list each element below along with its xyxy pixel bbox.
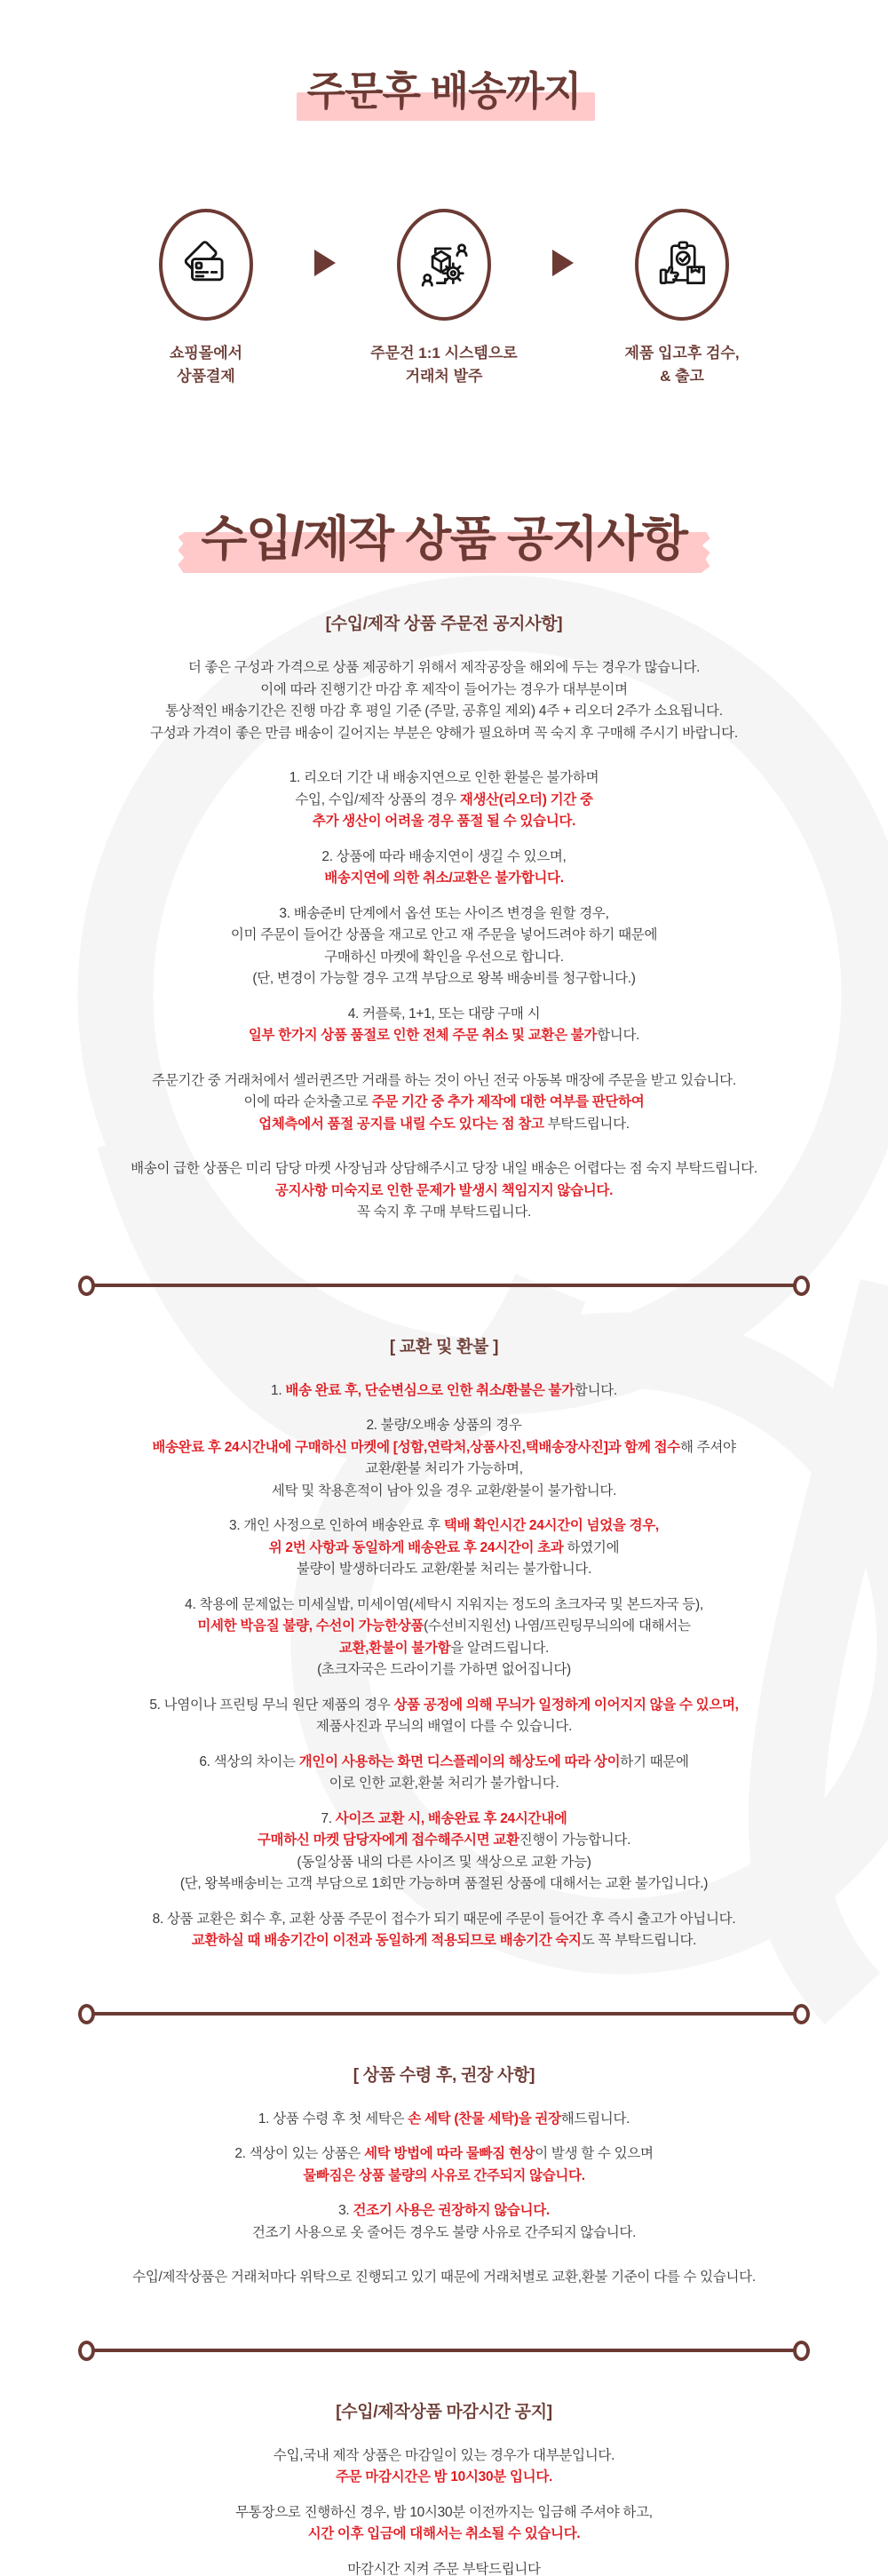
notice-section	[0, 2062, 888, 2289]
text-line	[0, 2109, 888, 2131]
text-block	[0, 657, 888, 744]
body-text: 수입/제작상품은 거래처마다 위탁으로 진행되고 있기 때문에 거래처별로 교환,환불 기준이 다를 수 있습니다.	[132, 2270, 756, 2285]
text-line	[0, 657, 888, 680]
notice-section	[0, 1333, 888, 1952]
body-text: 7.	[321, 1810, 336, 1826]
text-line	[0, 1092, 888, 1114]
text-line	[0, 1852, 888, 1874]
text-line	[0, 1752, 888, 1774]
warning-text: 주문 마감시간은 밤 10시30분 입니다.	[335, 2469, 553, 2485]
body-text: (수선비지원선) 나염/프린팅무늬의에 대해서는	[424, 1618, 691, 1634]
page-title	[307, 59, 582, 116]
section-divider	[78, 1276, 810, 1296]
text-block	[0, 1909, 888, 1952]
text-line	[0, 1659, 888, 1682]
text-line	[0, 1559, 888, 1581]
body-text: (단, 변경이 가능할 경우 고객 부담으로 왕복 배송비를 청구합니다.)	[252, 971, 636, 986]
step-label-line: 거래처 발주	[405, 367, 483, 385]
text-block	[0, 1594, 888, 1682]
body-text: 5. 나염이나 프린팅 무늬 원단 제품의 경우	[149, 1697, 394, 1713]
body-text: 진행이 가능합니다.	[519, 1833, 631, 1848]
body-text: 1. 리오더 기간 내 배송지연으로 인한 환불은 불가하며	[289, 770, 599, 785]
text-block	[0, 1070, 888, 1136]
text-block	[0, 767, 888, 833]
text-line	[0, 1004, 888, 1026]
step-order-system	[345, 209, 543, 387]
step-label-line: 주문건 1:1 시스템으로	[370, 345, 518, 362]
text-block	[0, 2559, 888, 2576]
text-line	[0, 1695, 888, 1717]
section-divider	[78, 2341, 810, 2361]
step-label	[624, 342, 739, 387]
text-block	[0, 1380, 888, 1403]
warning-text: 배송완료 후 24시간내에 구매하신 마켓에 [성함,연락처,상품사진,택배송장사진]과 함께 접수	[152, 1439, 680, 1455]
body-text: 구성과 가격이 좋은 만큼 배송이 길어지는 부분은 양해가 필요하며 꼭 숙지 후 구매해 주시기 바랍니다.	[150, 725, 738, 741]
text-line	[0, 701, 888, 723]
step-label-line: 상품결제	[177, 367, 235, 385]
text-block	[0, 847, 888, 890]
body-text: 하였기에	[563, 1539, 620, 1555]
body-text: 1. 상품 수령 후 첫 세탁은	[258, 2111, 408, 2127]
warning-text: 위 2번 사항과 동일하게 배송완료 후 24시간이 초과	[268, 1539, 564, 1555]
text-line	[0, 1616, 888, 1638]
body-text: 해드립니다.	[560, 2111, 630, 2127]
incoming-inspection-icon	[654, 237, 710, 292]
body-text: 합니다.	[574, 1382, 617, 1398]
notice-sections	[0, 610, 888, 2576]
text-block	[0, 2445, 888, 2489]
warning-text: 사이즈 교환 시, 배송완료 후 24시간내에	[335, 1810, 567, 1826]
text-block	[0, 2502, 888, 2546]
text-line	[0, 947, 888, 969]
text-line	[0, 2200, 888, 2222]
body-text: 제품사진과 무늬의 배열이 다를 수 있습니다.	[315, 1719, 573, 1734]
body-text: 3. 배송준비 단계에서 옵션 또는 사이즈 변경을 원할 경우,	[279, 905, 609, 921]
step-label-line: 제품 입고후 검수,	[624, 345, 740, 362]
divider-end-dot	[793, 2004, 810, 2024]
text-line	[0, 1025, 888, 1047]
text-line	[0, 868, 888, 890]
warning-text: 시간 이후 입금에 대해서는 취소될 수 있습니다.	[307, 2526, 581, 2541]
text-line	[0, 1158, 888, 1181]
text-line	[0, 1114, 888, 1136]
notice-title	[201, 501, 686, 569]
body-text: 통상적인 배송기간은 진행 마감 후 평일 기준 (주말, 공휴일 제외) 4주 + 리오더 2주가 소요됩니다.	[165, 704, 723, 719]
text-line	[0, 2222, 888, 2245]
section-header: [수입/제작 상품 주문전 공지사항]	[325, 615, 563, 633]
body-text: (동일상품 내의 다른 사이즈 및 색상으로 교환 가능)	[297, 1854, 591, 1870]
warning-text: 추가 생산이 어려울 경우 품절 될 수 있습니다.	[312, 814, 576, 829]
warning-text: 공지사항 미숙지로 인한 문제가 발생시 책임지지 않습니다.	[274, 1182, 614, 1198]
divider-line	[94, 1284, 794, 1287]
text-line	[0, 1538, 888, 1560]
text-line	[0, 1437, 888, 1459]
body-text: 6. 색상의 차이는	[199, 1753, 299, 1769]
body-text: 3.	[338, 2203, 353, 2218]
body-text: 이미 주문이 들어간 상품을 재고로 안고 재 주문을 넣어드려야 하기 때문에	[230, 927, 658, 942]
warning-text: 교환하실 때 배송기간이 이전과 동일하게 적용되므로 배송기간 숙지	[191, 1933, 582, 1948]
warning-text: 택배 확인시간 24시간이 넘었을 경우,	[443, 1518, 659, 1533]
credit-card-icon	[178, 237, 234, 292]
warning-text: 배송지연에 의한 취소/교환은 불가합니다.	[324, 871, 564, 886]
text-line	[0, 2143, 888, 2166]
body-text: 2. 색상이 있는 상품은	[234, 2146, 365, 2161]
body-text: 이 발생 할 수 있으며	[535, 2146, 654, 2161]
body-text: 세탁 및 착용흔적이 남아 있을 경우 교환/환불이 불가합니다.	[271, 1483, 617, 1499]
text-line	[0, 1070, 888, 1093]
text-line	[0, 2559, 888, 2576]
warning-text: 상품 공정에 의해 무늬가 일정하게 이어지지 않을 수 있으며,	[393, 1697, 739, 1713]
divider-end-dot	[793, 1276, 810, 1296]
divider-end-dot	[78, 1276, 95, 1296]
divider-line	[94, 2012, 794, 2015]
text-line	[0, 1380, 888, 1403]
body-text: 이로 인한 교환,환불 처리가 불가합니다.	[329, 1776, 559, 1791]
step-label-line: & 출고	[660, 367, 704, 385]
body-text: 4. 커플룩, 1+1, 또는 대량 구매 시	[347, 1006, 541, 1022]
body-text: 꼭 숙지 후 구매 부탁드립니다.	[356, 1205, 532, 1220]
page-title-text: 주문후 배송까지	[306, 68, 582, 114]
text-block	[0, 903, 888, 990]
body-text: (초크자국은 드라이기를 가하면 없어집니다)	[317, 1662, 571, 1677]
body-text: 부탁드립니다.	[543, 1116, 630, 1132]
body-text: 구매하신 마켓에 확인을 우선으로 합니다.	[324, 949, 564, 965]
divider-end-dot	[78, 2004, 95, 2024]
body-text: 2. 불량/오배송 상품의 경우	[366, 1418, 522, 1433]
text-line	[0, 790, 888, 812]
text-block	[0, 2267, 888, 2289]
notice-title-text: 수입/제작 상품 공지사항	[201, 513, 687, 566]
text-line	[0, 1873, 888, 1896]
warning-text: 건조기 사용은 권장하지 않습니다.	[353, 2203, 550, 2218]
body-text: 도 꼭 부탁드립니다.	[581, 1933, 697, 1948]
text-block	[0, 1752, 888, 1795]
text-line	[0, 2524, 888, 2546]
section-header: [수입/제작상품 마감시간 공지]	[336, 2402, 552, 2421]
text-line	[0, 1930, 888, 1952]
text-line	[0, 1773, 888, 1795]
warning-text: 손 세탁 (찬물 세탁)을 권장	[408, 2111, 561, 2127]
text-block	[0, 1809, 888, 1896]
body-text: 1.	[271, 1382, 286, 1398]
text-block	[0, 2143, 888, 2187]
step-label-line: 쇼핑몰에서	[169, 345, 243, 362]
delivery-steps	[0, 209, 888, 387]
step-icon-circle	[397, 209, 491, 321]
delivery-process-header	[0, 59, 888, 116]
text-line	[0, 2467, 888, 2489]
text-block	[0, 1004, 888, 1047]
step-payment	[107, 209, 305, 387]
body-text: 주문기간 중 거래처에서 셀러퀸즈만 거래를 하는 것이 아닌 전국 아동복 매장에 주문을 받고 있습니다.	[152, 1072, 736, 1088]
text-line	[0, 2445, 888, 2468]
warning-text: 물빠짐은 상품 불량의 사유로 간주되지 않습니다.	[303, 2167, 585, 2183]
text-line	[0, 2267, 888, 2289]
text-line	[0, 811, 888, 833]
warning-text: 주문 기간 중 추가 제작에 대한 여부를 판단하여	[371, 1094, 645, 1109]
text-block	[0, 1415, 888, 1502]
body-text: 더 좋은 구성과 가격으로 상품 제공하기 위해서 제작공장을 해외에 두는 경우가 많습니다.	[187, 660, 701, 675]
text-block	[0, 1158, 888, 1224]
body-text: 배송이 급한 상품은 미리 담당 마켓 사장님과 상담해주시고 당장 내일 배송은 어렵다는 점 숙지 부탁드립니다.	[131, 1161, 757, 1176]
text-line	[0, 1481, 888, 1503]
text-line	[0, 1716, 888, 1738]
body-text: 교환/환불 처리가 가능하며,	[365, 1461, 523, 1476]
body-text: 이에 따라 순차출고로	[243, 1094, 372, 1109]
notice-title-wrap	[0, 501, 888, 569]
warning-text: 세탁 방법에 따라 물빠짐 현상	[364, 2146, 535, 2161]
text-line	[0, 2166, 888, 2188]
text-block	[0, 2200, 888, 2244]
text-line	[0, 1181, 888, 1203]
text-line	[0, 723, 888, 745]
body-text: 을 알려드립니다.	[450, 1640, 550, 1656]
text-line	[0, 1594, 888, 1617]
text-line	[0, 1515, 888, 1538]
warning-text: 개인이 사용하는 화면 디스플레이의 해상도에 따라 상이	[298, 1753, 621, 1769]
section-divider	[78, 2004, 810, 2024]
body-text: 건조기 사용으로 옷 줄어든 경우도 불량 사유로 간주되지 않습니다.	[251, 2224, 637, 2240]
divider-end-dot	[78, 2341, 95, 2361]
body-text: 하기 때문에	[620, 1753, 689, 1769]
body-text: 8. 상품 교환은 회수 후, 교환 상품 주문이 접수가 되기 때문에 주문이 들어간 후 즉시 출고가 아닙니다.	[152, 1911, 736, 1927]
body-text: 합니다.	[597, 1028, 640, 1043]
text-line	[0, 1830, 888, 1852]
step-label	[170, 342, 242, 387]
text-line	[0, 1202, 888, 1224]
warning-text: 교환,환불이 불가함	[338, 1640, 451, 1656]
warning-text: 재생산(리오더) 기간 중	[459, 791, 593, 807]
text-line	[0, 767, 888, 790]
text-line	[0, 1809, 888, 1831]
divider-line	[94, 2349, 794, 2352]
text-block	[0, 1695, 888, 1738]
text-line	[0, 2502, 888, 2524]
text-line	[0, 680, 888, 702]
warning-text: 배송 완료 후, 단순변심으로 인한 취소/환불은 불가	[285, 1382, 575, 1398]
body-text: 4. 착용에 문제없는 미세실밥, 미세이염(세탁시 지워지는 정도의 초크자국 및 본드자국 등),	[185, 1596, 703, 1612]
right-arrow-icon	[552, 250, 574, 276]
warning-text: 일부 한가지 상품 품절로 인한 전체 주문 취소 및 교환은 불가	[248, 1028, 598, 1043]
notice-section	[0, 610, 888, 1224]
text-line	[0, 1909, 888, 1931]
section-header: [ 교환 및 환불 ]	[389, 1337, 499, 1356]
body-text: 수입,국내 제작 상품은 마감일이 있는 경우가 대부분입니다.	[273, 2447, 615, 2463]
body-text: 무통장으로 진행하신 경우, 밤 10시30분 이전까지는 입금해 주셔야 하고,	[235, 2504, 653, 2520]
step-icon-circle	[159, 209, 253, 321]
text-block	[0, 2109, 888, 2131]
body-text: 수입, 수입/제작 상품의 경우	[295, 791, 460, 807]
warning-text: 업체측에서 품절 공지를 내릴 수도 있다는 점 참고	[258, 1116, 544, 1132]
body-text: 마감시간 지켜 주문 부탁드립니다	[347, 2561, 541, 2576]
step-icon-circle	[635, 209, 729, 321]
right-arrow-icon	[314, 250, 336, 276]
body-text: 2. 상품에 따라 배송지연이 생길 수 있으며,	[321, 848, 567, 864]
text-block	[0, 1515, 888, 1581]
step-label	[370, 342, 517, 387]
warning-text: 미세한 박음질 불량, 수선이 가능한상품	[197, 1618, 424, 1634]
notice-section	[0, 2398, 888, 2576]
text-line	[0, 1459, 888, 1481]
text-line	[0, 1415, 888, 1437]
text-line	[0, 903, 888, 926]
body-text: 해 주셔야	[679, 1439, 736, 1455]
order-system-icon	[416, 237, 472, 292]
text-line	[0, 925, 888, 947]
section-header: [ 상품 수령 후, 권장 사항]	[353, 2065, 535, 2085]
text-line	[0, 1638, 888, 1660]
text-line	[0, 847, 888, 869]
divider-end-dot	[793, 2341, 810, 2361]
warning-text: 구매하신 마켓 담당자에게 접수해주시면 교환	[257, 1833, 519, 1848]
body-text: (단, 왕복배송비는 고객 부담으로 1회만 가능하며 품절된 상품에 대해서는 교환 불가입니다.)	[179, 1876, 709, 1891]
body-text: 이에 따라 진행기간 마감 후 제작이 들어가는 경우가 대부분이며	[260, 681, 628, 697]
step-inspection-shipping	[583, 209, 781, 387]
text-line	[0, 968, 888, 990]
body-text: 불량이 발생하더라도 교환/환불 처리는 불가합니다.	[296, 1562, 592, 1577]
body-text: 3. 개인 사정으로 인하여 배송완료 후	[229, 1518, 444, 1533]
